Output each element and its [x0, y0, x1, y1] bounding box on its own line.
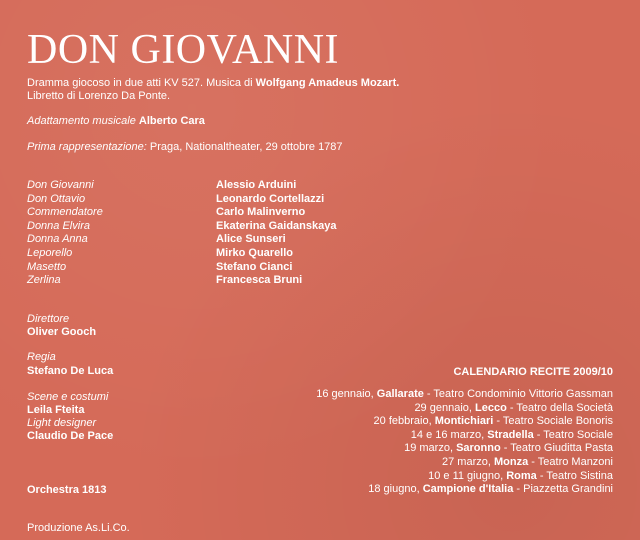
intro-text: Dramma giocoso in due atti KV 527. Musica di — [27, 77, 256, 89]
cast-role: Don Giovanni — [27, 179, 94, 191]
intro-line-1 — [27, 77, 399, 90]
director-label: Direttore — [27, 313, 70, 325]
adaptation-line — [27, 115, 205, 128]
calendar-city: Roma — [506, 469, 537, 482]
cast-role: Don Ottavio — [27, 192, 86, 205]
director-name: Oliver Gooch — [27, 326, 97, 338]
scene-label: Scene e costumi — [27, 391, 109, 403]
cast-role: Leporello — [27, 246, 73, 259]
calendar-date: 27 marzo, — [442, 455, 494, 468]
premiere-line — [27, 141, 343, 154]
calendar-venue: - Teatro Manzoni — [528, 455, 613, 468]
production-credit: Produzione As.Li.Co. — [27, 522, 130, 534]
cast-row — [27, 261, 336, 275]
calendar-venue: - Teatro Condominio Vittorio Gassman — [423, 388, 613, 400]
cast-row — [27, 274, 336, 288]
calendar-title: CALENDARIO RECITE 2009/10 — [453, 366, 613, 378]
scene-name: Leila Fteita — [27, 404, 85, 416]
cast-singer: Leonardo Cortellazzi — [216, 192, 325, 205]
calendar-date: 19 marzo, — [404, 442, 457, 455]
calendar-date: 16 gennaio, — [316, 388, 377, 400]
cast-row — [27, 193, 336, 207]
premiere-text: Praga, Nationaltheater, 29 ottobre 1787 — [146, 141, 343, 153]
calendar-entry — [316, 415, 613, 429]
cast-role: Donna Elvira — [27, 219, 90, 232]
calendar-list — [316, 388, 613, 497]
calendar-city: Lecco — [475, 401, 507, 414]
librettist-line: Libretto di Lorenzo Da Ponte. — [27, 90, 171, 102]
cast-row — [27, 206, 336, 220]
cast-role: Zerlina — [27, 274, 61, 287]
calendar-entry — [316, 429, 613, 443]
light-label: Light designer — [27, 417, 97, 429]
calendar-city: Montichiari — [434, 415, 494, 428]
cast-role: Masetto — [27, 260, 67, 273]
cast-singer: Alessio Arduini — [216, 179, 297, 191]
calendar-date: 10 e 11 giugno, — [428, 469, 507, 482]
page-title: DON GIOVANNI — [27, 27, 340, 73]
calendar-venue: - Teatro Giuditta Pasta — [500, 442, 613, 455]
calendar-entry — [316, 470, 613, 484]
adaptation-label: Adattamento musicale — [27, 115, 139, 127]
cast-singer: Mirko Quarello — [216, 246, 294, 259]
calendar-city: Stradella — [487, 428, 534, 441]
calendar-city: Gallarate — [376, 388, 424, 400]
composer-name: Wolfgang Amadeus Mozart. — [255, 77, 400, 89]
light-name: Claudio De Pace — [27, 430, 114, 442]
regia-label: Regia — [27, 351, 56, 363]
calendar-entry — [316, 388, 613, 402]
calendar-date: 14 e 16 marzo, — [410, 428, 488, 441]
adaptation-name: Alberto Cara — [138, 115, 205, 127]
cast-role: Commendatore — [27, 206, 103, 219]
cast-role: Donna Anna — [27, 233, 88, 246]
cast-singer: Francesca Bruni — [216, 274, 303, 287]
cast-row — [27, 247, 336, 261]
cast-row — [27, 220, 336, 234]
cast-list — [27, 179, 336, 288]
calendar-entry — [316, 442, 613, 456]
calendar-venue: - Teatro Sociale Bonoris — [493, 415, 613, 428]
calendar-venue: - Teatro Sistina — [536, 469, 613, 482]
calendar-date: 29 gennaio, — [414, 401, 475, 414]
orchestra-name: Orchestra 1813 — [27, 484, 107, 496]
calendar-date: 18 giugno, — [368, 483, 423, 496]
calendar-entry — [316, 402, 613, 416]
calendar-venue: - Teatro Sociale — [533, 428, 613, 441]
cast-row — [27, 233, 336, 247]
calendar-entry — [316, 456, 613, 470]
cast-singer: Carlo Malinverno — [216, 206, 306, 219]
calendar-venue: - Piazzetta Grandini — [513, 483, 613, 496]
cast-row — [27, 179, 336, 193]
calendar-city: Monza — [493, 455, 529, 468]
cast-singer: Alice Sunseri — [216, 233, 286, 246]
calendar-entry — [316, 483, 613, 497]
cast-singer: Stefano Cianci — [216, 260, 293, 273]
calendar-city: Saronno — [456, 442, 501, 455]
cast-singer: Ekaterina Gaidanskaya — [216, 219, 337, 232]
premiere-label: Prima rappresentazione: — [27, 141, 147, 153]
calendar-date: 20 febbraio, — [373, 415, 435, 428]
calendar-city: Campione d'Italia — [422, 483, 514, 496]
regia-name: Stefano De Luca — [27, 365, 114, 377]
calendar-venue: - Teatro della Società — [506, 401, 613, 414]
